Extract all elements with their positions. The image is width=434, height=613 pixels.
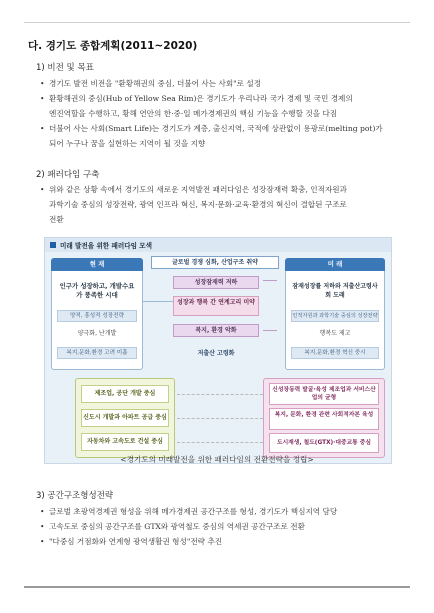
bottom-rule (24, 586, 410, 588)
heading-spatial: 3) 공간구조형성전략 (36, 491, 114, 501)
future-item: 인적자원과 과학기술 중심의 성장전략 (291, 310, 379, 322)
list-item-continued: 전환 (49, 215, 64, 224)
present-main-text: 인구가 성장하고, 개발수요가 풍족한 시대 (59, 282, 135, 299)
arrow-connector (263, 280, 277, 281)
center-box: 성장과 행복 간 연계고리 미약 (173, 296, 259, 316)
list-item-continued: 과학기술 중심의 성장전략, 광역 인프라 혁신, 복지·문화·교육·환경의 혁신이 결합된 구조로 (49, 200, 347, 209)
paradigm-diagram (44, 237, 392, 464)
center-box: 복지, 환경 악화 (173, 324, 259, 337)
lower-right-box: 복지, 문화, 환경 관련 사회적자본 육성 (269, 408, 379, 430)
list-item-continued: 엔진역할을 수행하고, 황해 연안의 한·중·일 메가경제권의 핵심 기능을 수행할 것을 다짐 (49, 109, 338, 118)
list-item: • 더불어 사는 사회(Smart Life)는 경기도가 계층, 출신지역, 국적에 상관없이 용광로(melting pot)가 (40, 124, 383, 133)
lower-left-box: 제조업, 공단 개발 중심 (81, 385, 169, 403)
center-bottom-text: 저출산 고령화 (197, 350, 235, 357)
list-item: • 환황해권의 중심(Hub of Yellow Sea Rim)은 경기도가 우리나라 국가 경제 및 국민 경제의 (40, 94, 353, 103)
center-top-box: 글로벌 경쟁 심화, 산업구조 취약 (151, 256, 279, 269)
lower-left-box: 신도시 개발과 아파트 공급 중심 (81, 409, 169, 427)
present-item: 양적, 흥성적 성장전략 (57, 310, 137, 322)
list-item-continued: 되어 누구나 꿈을 실현하는 지역이 될 것을 지향 (49, 139, 206, 148)
list-item: • 경기도 발전 비전을 "환황해권의 중심, 더불어 사는 사회"로 설정 (40, 79, 262, 88)
list-item: • 글로벌 초광역경제권 형성을 위해 메가경제권 공간구조를 형성, 경기도가 핵심지역 담당 (40, 507, 338, 516)
present-item: 양극화, 난개발 (77, 330, 117, 337)
future-item: 행복도 제고 (319, 330, 351, 337)
diagram-header (45, 238, 391, 252)
future-item: 복지,문화,환경 혁신 중시 (291, 347, 379, 359)
paradigm-paragraph (40, 182, 400, 227)
top-rule (24, 22, 410, 23)
diagram-title: 미래 발전을 위한 패러다임 모색 (60, 242, 152, 250)
arrow-connector (143, 301, 173, 302)
lower-left-box: 자동차와 고속도로 건설 중심 (81, 433, 169, 451)
diagram-caption: <경기도의 미래발전을 위한 패러다임의 전환전략을 정립> (120, 455, 314, 464)
present-item: 복지,문화,환경 고려 미흡 (57, 347, 137, 359)
list-item: • "다중심 거점화와 연계형 광역생활권 형성"전략 추진 (40, 537, 223, 546)
center-box: 성장잠재력 저하 (173, 276, 259, 289)
future-main-text: 잠재성장률 저하와 저출산고령사회 도래 (292, 283, 378, 299)
arrow-connector (263, 330, 277, 331)
lower-right-box: 도시재생, 철도(GTX)·대중교통 중심 (269, 433, 379, 453)
list-item: • 위와 같은 상황 속에서 경기도의 새로운 지역발전 패러다임은 성장잠재력 확충, 인적자원과 (40, 185, 347, 194)
square-bullet-icon (50, 242, 56, 248)
vision-paragraph (40, 76, 400, 151)
future-label: 미 래 (285, 258, 385, 271)
list-item: • 고속도로 중심의 공간구조를 GTX와 광역철도 중심의 역세권 공간구조로 전환 (40, 522, 305, 531)
lower-right-box: 신성장동력 발굴·육성 제조업과 서비스산업의 균형 (269, 383, 379, 405)
present-label: 현 재 (51, 258, 143, 271)
section-title: 다. 경기도 종합계획(2011~2020) (28, 40, 198, 52)
heading-paradigm: 2) 패러다임 구축 (36, 170, 100, 180)
dashed-connector (177, 394, 263, 395)
heading-vision: 1) 비전 및 목표 (36, 63, 94, 73)
dashed-connector (177, 442, 263, 443)
dashed-connector (177, 418, 263, 419)
spatial-paragraph (40, 504, 400, 549)
